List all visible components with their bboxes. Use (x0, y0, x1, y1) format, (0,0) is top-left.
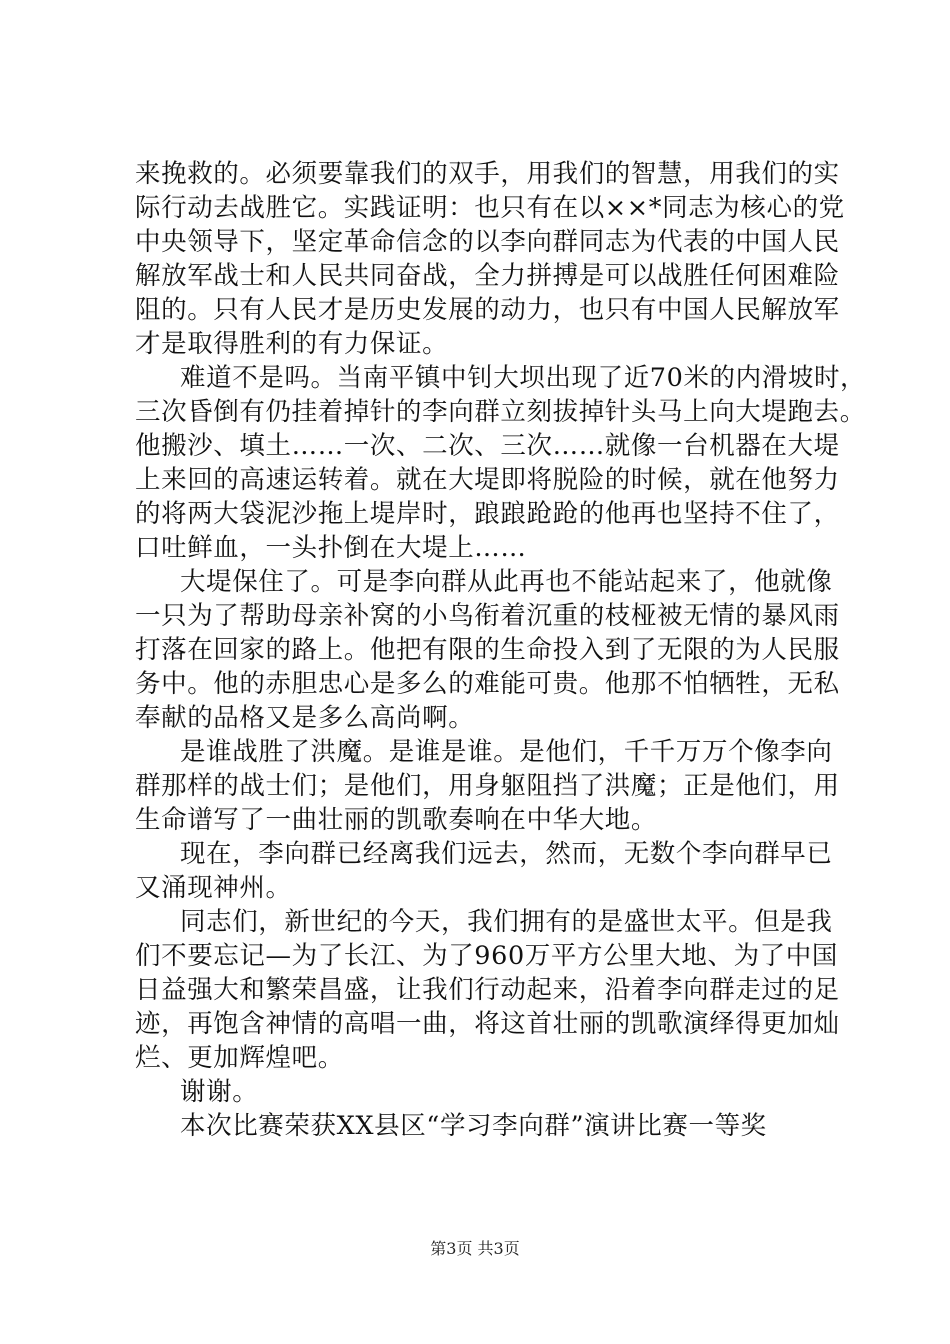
paragraph-first-line: 谢谢。 (180, 1077, 259, 1107)
paragraph-first-line: 同志们，新世纪的今天，我们拥有的是盛世太平。但是我 (180, 907, 833, 937)
text-line: 烂、更加辉煌吧。 (135, 1043, 344, 1073)
text-line: 奉献的品格又是多么高尚啊。 (135, 703, 475, 733)
text-line: 上来回的高速运转着。就在大堤即将脱险的时候，就在他努力 (135, 465, 840, 495)
paragraph-first-line: 难道不是吗。当南平镇中钊大坝出现了近70米的内滑坡时， (180, 363, 867, 393)
text-line: 群那样的战士们；是他们，用身躯阻挡了洪魔；正是他们，用 (135, 771, 840, 801)
text-line: 他搬沙、填土……一次、二次、三次……就像一台机器在大堤 (135, 431, 840, 461)
paragraph-first-line: 现在，李向群已经离我们远去，然而，无数个李向群早已 (180, 839, 833, 869)
text-line: 中央领导下，坚定革命信念的以李向群同志为代表的中国人民 (135, 227, 840, 257)
text-line: 解放军战士和人民共同奋战，全力拼搏是可以战胜任何困难险 (135, 261, 840, 291)
paragraph-first-line: 是谁战胜了洪魔。是谁是谁。是他们，千千万万个像李向 (180, 737, 833, 767)
text-line: 生命谱写了一曲壮丽的凯歌奏响在中华大地。 (135, 805, 658, 835)
text-line: 打落在回家的路上。他把有限的生命投入到了无限的为人民服 (135, 635, 840, 665)
text-line: 口吐鲜血，一头扑倒在大堤上…… (135, 533, 527, 563)
text-line: 来挽救的。必须要靠我们的双手，用我们的智慧，用我们的实 (135, 159, 840, 189)
text-line: 又涌现神州。 (135, 873, 292, 903)
text-line: 们不要忘记—为了长江、为了960万平方公里大地、为了中国 (135, 941, 838, 971)
text-line: 的将两大袋泥沙拖上堤岸时，踉踉跄跄的他再也坚持不住了， (135, 499, 840, 529)
page-number-label: 第3页 共3页 (430, 1239, 520, 1258)
text-line: 一只为了帮助母亲补窝的小鸟衔着沉重的枝桠被无情的暴风雨 (135, 601, 840, 631)
paragraph-first-line: 大堤保住了。可是李向群从此再也不能站起来了，他就像 (180, 567, 833, 597)
text-line: 三次昏倒有仍挂着掉针的李向群立刻拔掉针头马上向大堤跑去。 (135, 397, 866, 427)
page-footer (0, 1238, 950, 1260)
text-line: 日益强大和繁荣昌盛，让我们行动起来，沿着李向群走过的足 (135, 975, 840, 1005)
text-line: 阻的。只有人民才是历史发展的动力，也只有中国人民解放军 (135, 295, 840, 325)
award-note: 本次比赛荣获XX县区“学习李向群”演讲比赛一等奖 (180, 1111, 767, 1141)
text-line: 迹，再饱含神情的高唱一曲，将这首壮丽的凯歌演绎得更加灿 (135, 1009, 840, 1039)
text-line: 才是取得胜利的有力保证。 (135, 329, 449, 359)
text-line: 际行动去战胜它。实践证明：也只有在以××*同志为核心的党 (135, 193, 845, 223)
text-line: 务中。他的赤胆忠心是多么的难能可贵。他那不怕牺牲，无私 (135, 669, 840, 699)
